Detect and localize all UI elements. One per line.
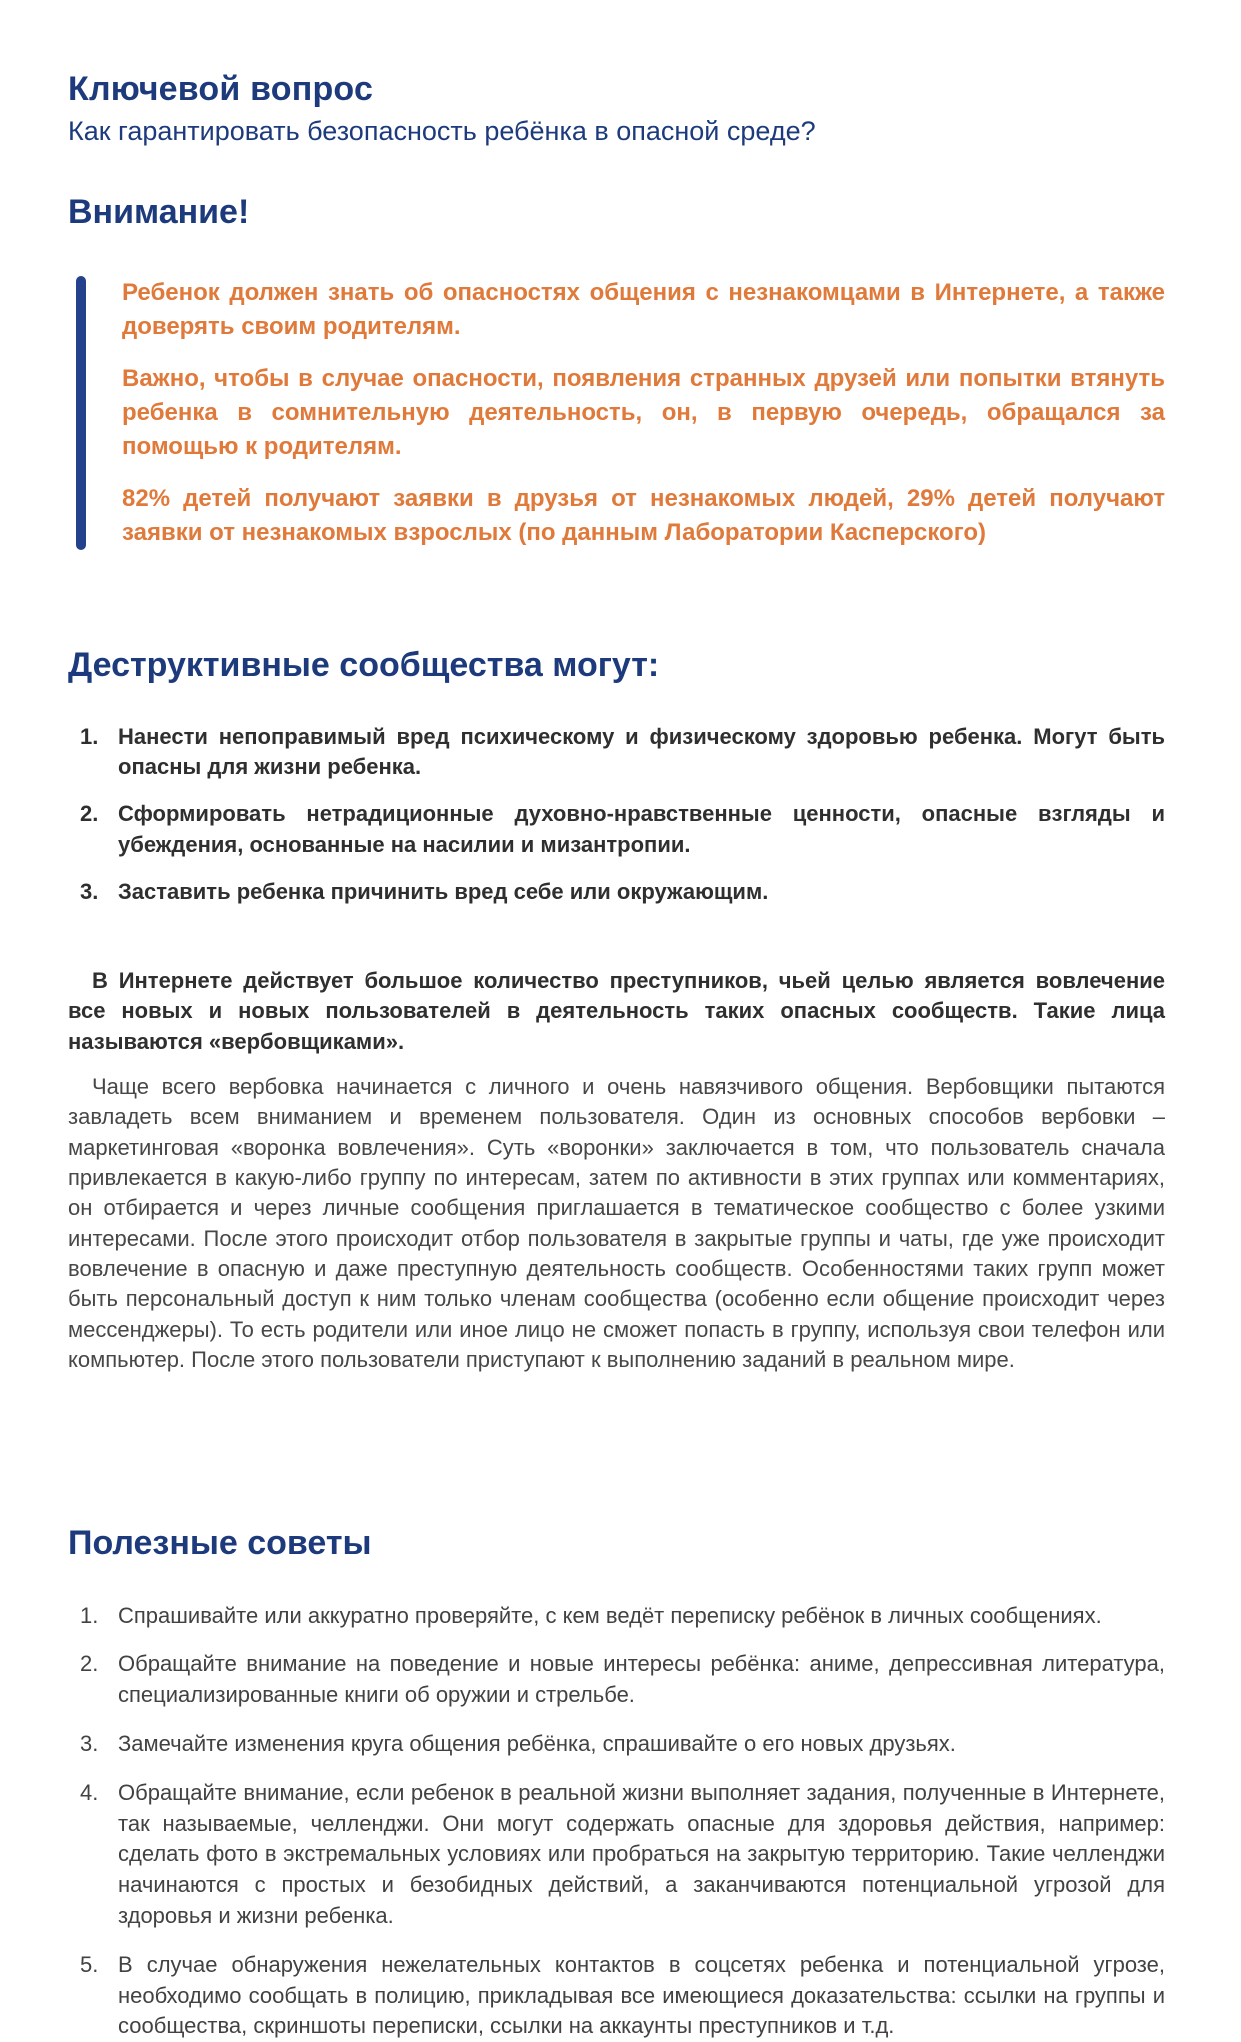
tips-title: Полезные советы xyxy=(68,1523,372,1562)
callout-accent-bar xyxy=(76,276,86,551)
destructive-title: Деструктивные сообщества могут: xyxy=(68,646,660,685)
tips-list-item-2: Обращайте внимание на поведение и новые интересы ребёнка: аниме, депрессивная литература, специализированные книги об оружии и стрельбе. xyxy=(118,1651,1165,1708)
destructive-list-item-1: Нанести непоправимый вред психическому и физическому здоровью ребенка. Могут быть опасны для жизни ребенка. xyxy=(118,723,1165,780)
attention-title: Внимание! xyxy=(68,192,250,231)
recruiters-body-paragraph: Чаще всего вербовка начинается с личного и очень навязчивого общения. Вербовщики пытаются завладеть всем вниманием и временем пользователя. Один из основных способов вербовки – маркетинговая «воронка вовлечения». Суть «воронки» заключается в том, что пользователь сначала привлекается в какую-либо группу по интересам, затем по активности в этих группах или комментариях, он отбирается и через личные сообщения приглашается в тематическое сообщество с более узкими интересами. После этого происходит отбор пользователя в закрытые группы и чаты, где уже происходит вовлечение в опасную и даже преступную деятельность сообществ. Особенностями таких групп может быть персональный доступ к ним только членам сообщества (особенно если общение происходит через мессенджеры). То есть родители или иное лицо не сможет попасть в группу, используя свои телефон или компьютер. После этого пользователи приступают к выполнению заданий в реальном мире. xyxy=(68,1073,1165,1373)
recruiters-lead-paragraph: В Интернете действует большое количество преступников, чьей целью является вовлечение все новых и новых пользователей в деятельность таких опасных сообществ. Такие лица называются «вербовщиками». xyxy=(68,967,1165,1055)
attention-paragraph-3: 82% детей получают заявки в друзья от незнакомых людей, 29% детей получают заявки от незнакомых взрослых (по данным Лаборатории Касперского) xyxy=(122,485,1165,547)
destructive-list-item-2: Сформировать нетрадиционные духовно-нравственные ценности, опасные взгляды и убеждения, основанные на насилии и мизантропии. xyxy=(118,801,1165,857)
tips-list-item-1: Спрашивайте или аккуратно проверяйте, с кем ведёт переписку ребёнок в личных сообщениях. xyxy=(118,1602,1102,1628)
key-question-subtitle: Как гарантировать безопасность ребёнка в опасной среде? xyxy=(68,116,816,147)
attention-paragraph-1: Ребенок должен знать об опасностях общения с незнакомцами в Интернете, а также доверять своим родителям. xyxy=(122,278,1165,341)
attention-callout xyxy=(76,276,1165,551)
tips-list-item-3: Замечайте изменения круга общения ребёнка, спрашивайте о его новых друзьях. xyxy=(118,1731,956,1757)
attention-paragraph-2: Важно, чтобы в случае опасности, появления странных друзей или попытки втянуть ребенка в сомнительную деятельность, он, в первую очередь, обращался за помощью к родителям. xyxy=(122,365,1165,461)
destructive-list-item-3: Заставить ребенка причинить вред себе или окружающим. xyxy=(118,878,769,904)
key-question-title: Ключевой вопрос xyxy=(68,70,374,108)
tips-list-item-4: Обращайте внимание, если ребенок в реальной жизни выполняет задания, полученные в Интернете, так называемые, челленджи. Они могут содержать опасные для здоровья действия, например: сделать фото в экстремальных условиях или пробраться на закрытую территорию. Такие челленджи начинаются с простых и безобидных действий, а заканчиваются потенциальной угрозой для здоровья и жизни ребенка. xyxy=(118,1779,1165,1929)
tips-list xyxy=(68,1601,1165,2042)
tips-list-item-5: В случае обнаружения нежелательных контактов в соцсетях ребенка и потенциальной угрозе, необходимо сообщать в полицию, прикладывая все имеющиеся доказательства: ссылки на группы и сообщества, скриншоты переписки, ссылки на аккаунты преступников и т.д. xyxy=(118,1951,1165,2039)
attention-callout-body xyxy=(86,276,1165,551)
destructive-list xyxy=(68,722,1165,908)
